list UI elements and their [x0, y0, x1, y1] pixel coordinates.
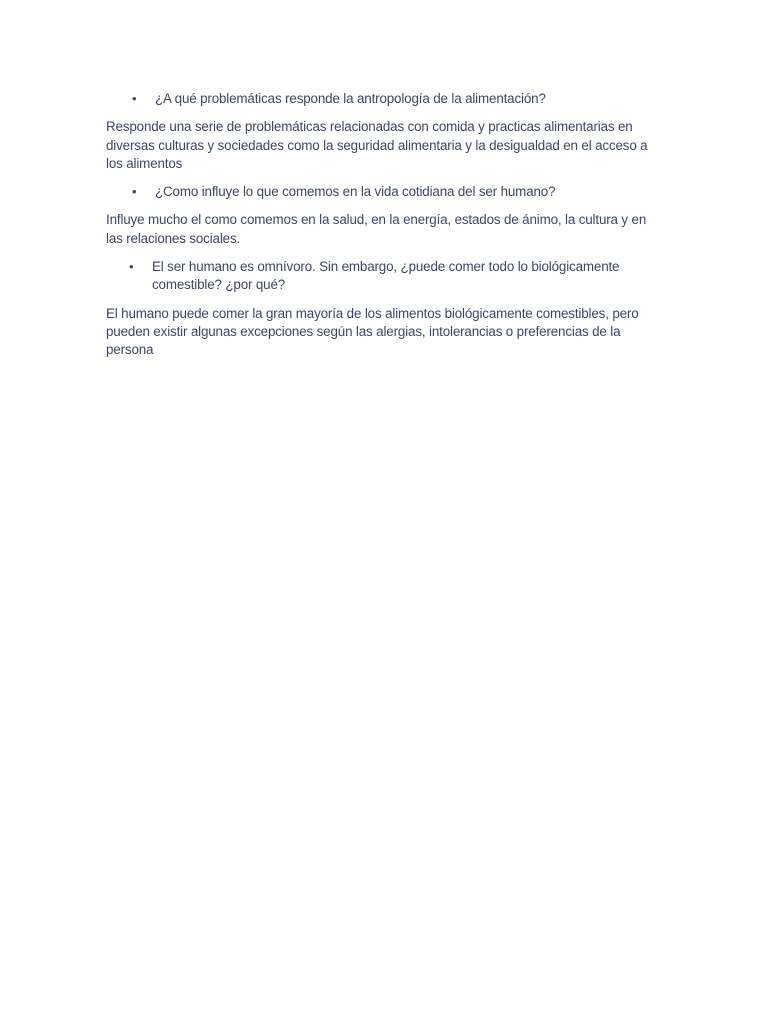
- question-bullet-3: [106, 258, 666, 295]
- bullet-icon: •: [129, 259, 134, 275]
- document-body: [106, 90, 666, 370]
- answer-paragraph-2: Influye mucho el como comemos en la salud, en la energía, estados de ánimo, la cultura y en las relaciones sociales.: [106, 212, 647, 246]
- question-bullet-2: [106, 183, 666, 201]
- answer-paragraph-1: Responde una serie de problemáticas relacionadas con comida y practicas alimentarias en diversas culturas y sociedades como la seguridad alimentaria y la desigualdad en el acceso a los alimentos: [106, 119, 648, 171]
- question-text-2: ¿Como influye lo que comemos en la vida cotidiana del ser humano?: [155, 184, 556, 200]
- question-text-1: ¿A qué problemáticas responde la antropología de la alimentación?: [155, 91, 546, 106]
- bullet-icon: •: [132, 91, 137, 106]
- bullet-icon: •: [132, 184, 137, 200]
- question-text-3: El ser humano es omnívoro. Sin embargo, ¿puede comer todo lo biológicamente comestible? ¿por qué?: [152, 259, 620, 293]
- question-bullet-1: [106, 90, 666, 108]
- answer-paragraph-3: El humano puede comer la gran mayoría de los alimentos biológicamente comestibles, pero pueden existir algunas excepciones según las alergias, intolerancias o preferencias de la persona: [106, 305, 639, 358]
